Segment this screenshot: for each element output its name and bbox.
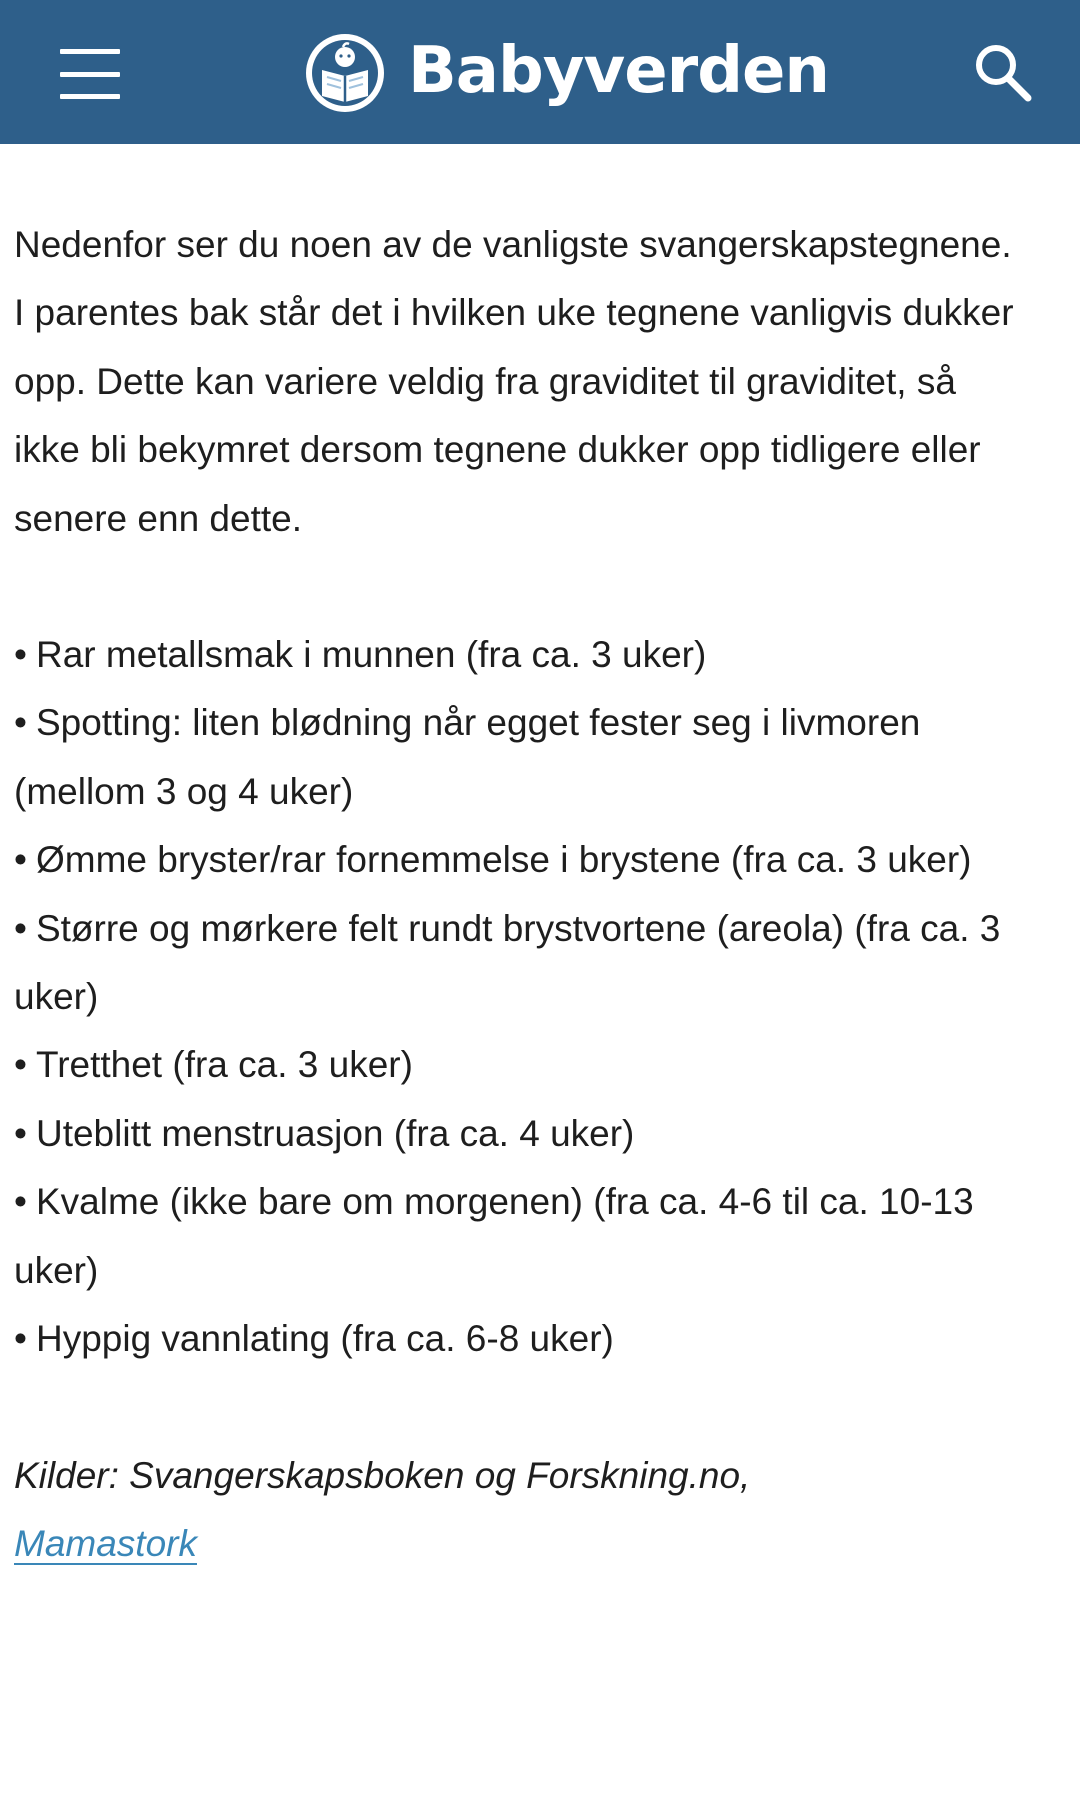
list-item — [14, 621, 1014, 689]
article-content — [14, 211, 1014, 1578]
bullet: • — [14, 1044, 27, 1086]
list-item — [14, 1168, 1014, 1305]
list-item-text: Kvalme (ikke bare om morgenen) (fra ca. 4-6 til ca. 10-13 uker) — [14, 1181, 974, 1291]
list-item — [14, 1305, 1014, 1373]
bullet: • — [14, 907, 27, 949]
list-item-text: Rar metallsmak i munnen (fra ca. 3 uker) — [35, 634, 707, 676]
bullet: • — [14, 839, 27, 881]
article-intro: Nedenfor ser du noen av de vanligste svangerskapstegnene. I parentes bak står det i hvilken uke tegnene vanligvis dukker opp. Dette kan variere veldig fra graviditet til graviditet, så ikke bli bekymret dersom tegnene dukker opp tidligere eller senere enn dette. — [14, 224, 1014, 539]
list-item — [14, 895, 1014, 1032]
list-item-text: Tretthet (fra ca. 3 uker) — [35, 1044, 413, 1086]
menu-button[interactable] — [46, 40, 132, 108]
sources-text: Kilder: Svangerskapsboken og Forskning.no, — [14, 1454, 751, 1496]
bullet: • — [14, 634, 27, 676]
app-header — [0, 0, 1080, 144]
list-item-text: Ømme bryster/rar fornemmelse i brystene (fra ca. 3 uker) — [35, 839, 972, 881]
list-item-text: Spotting: liten blødning når egget fester seg i livmoren (mellom 3 og 4 uker) — [14, 702, 921, 812]
brand-logo[interactable] — [305, 33, 829, 113]
search-icon — [966, 36, 1042, 112]
list-item-text: Større og mørkere felt rundt brystvortene (areola) (fra ca. 3 uker) — [14, 907, 1001, 1018]
baby-reading-book-icon — [305, 33, 385, 113]
list-item-text: Uteblitt menstruasjon (fra ca. 4 uker) — [35, 1112, 635, 1154]
symptom-list — [14, 621, 1014, 1373]
list-item — [14, 1031, 1014, 1099]
bullet: • — [14, 1318, 27, 1360]
list-item — [14, 689, 1014, 826]
list-item — [14, 826, 1014, 894]
source-link-mamastork[interactable]: Mamastork — [14, 1522, 197, 1564]
brand-name: Babyverden — [408, 34, 829, 108]
search-button[interactable] — [966, 36, 1042, 112]
list-item — [14, 1100, 1014, 1168]
sources — [14, 1442, 1014, 1579]
bullet: • — [14, 1112, 27, 1154]
bullet: • — [14, 1181, 27, 1223]
list-item-text: Hyppig vannlating (fra ca. 6-8 uker) — [35, 1318, 614, 1360]
bullet: • — [14, 702, 27, 744]
